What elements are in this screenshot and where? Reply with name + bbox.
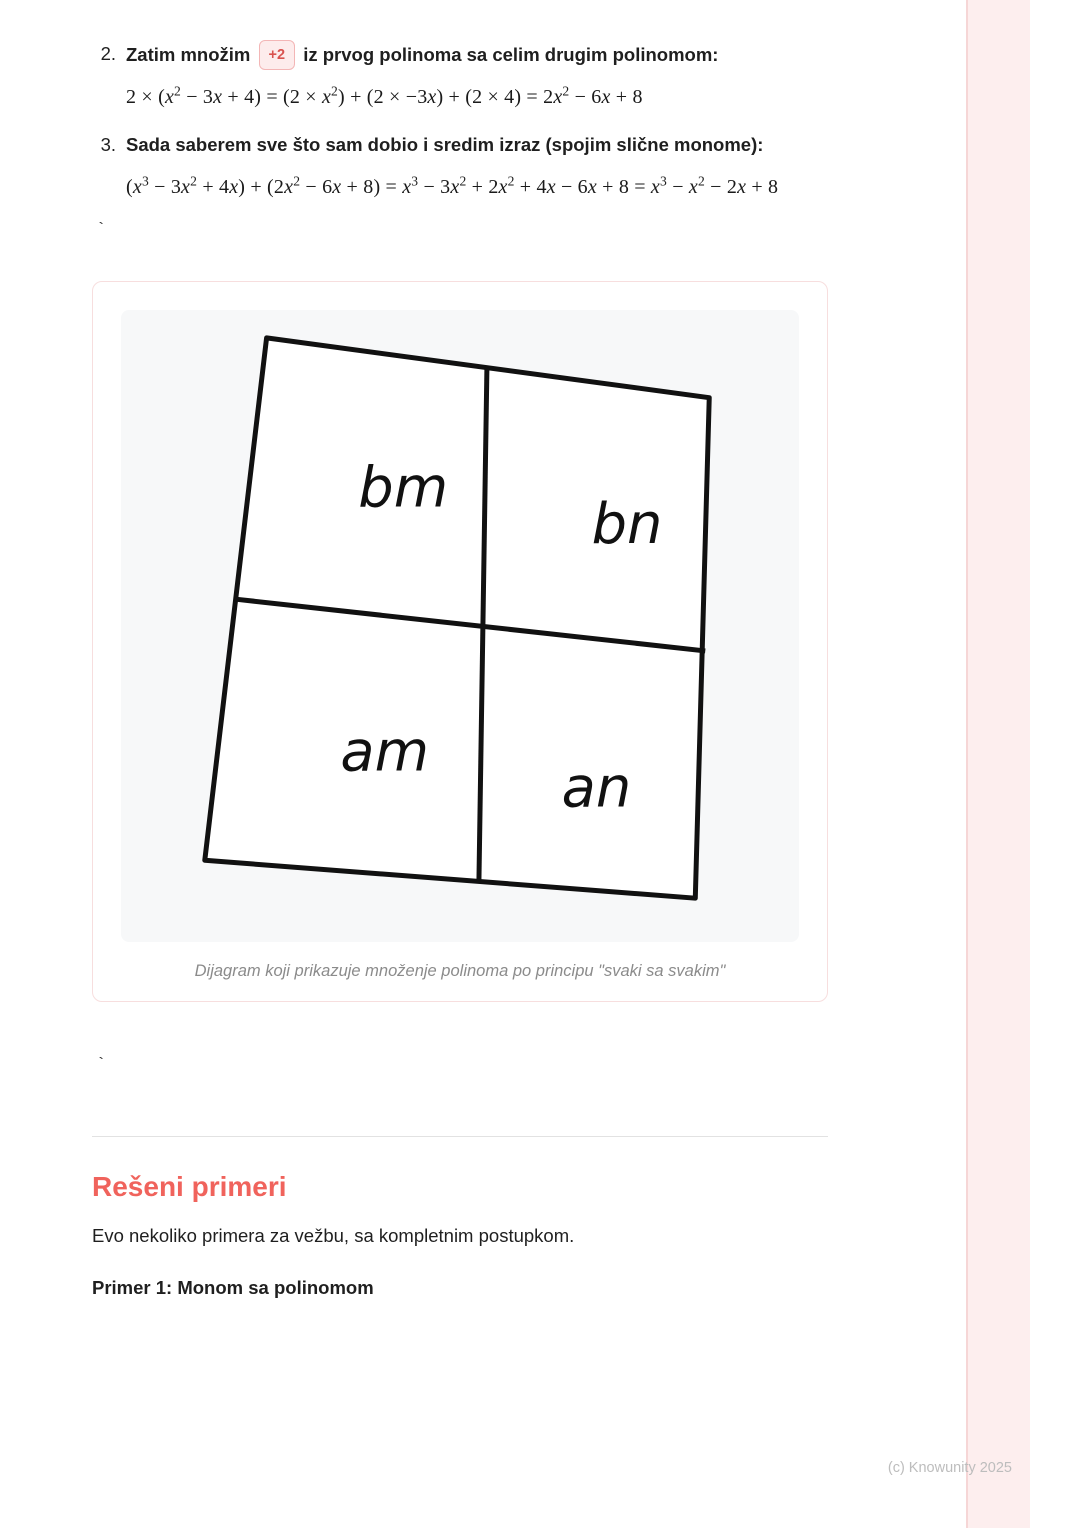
formula-step2: $2 \times (x^2 - 3x + 4) = (2 \times x^2) + (2 \times -3x) + (2 \times 4) = 2x^2 - 6x + 8$ [126, 83, 643, 109]
section-divider [92, 1136, 828, 1137]
status-badge: +2 [259, 40, 296, 70]
stray-backtick-bottom: ` [96, 1056, 107, 1076]
formula-step3: $(x^3 - 3x^2 + 4x) + (2x^2 - 6x + 8) = x^3 - 3x^2 + 2x^2 + 4x - 6x + 8 = x^3 - x^2 - 2x + 8$ [126, 173, 779, 199]
list-item-text [126, 40, 988, 70]
example-title: Primer 1: Monom sa polinomom [92, 1277, 374, 1299]
page-title: Rešeni primeri [92, 1171, 287, 1203]
section-paragraph: Evo nekoliko primera za vežbu, sa kompletnim postupkom. [92, 1225, 575, 1247]
list-item [92, 131, 988, 160]
step2-text-after: iz prvog polinoma sa celim drugim polinomom: [303, 44, 719, 65]
step2-text-before: Zatim množim [126, 44, 251, 65]
cell-label-bm: bm [358, 455, 449, 521]
cell-label-bn: bn [591, 492, 663, 558]
watermark: (c) Knowunity 2025 [887, 1460, 1012, 1476]
list-item [92, 40, 988, 70]
list-item-text: Sada saberem sve što sam dobio i sredim izraz (spojim slične monome): [126, 134, 764, 156]
figure-card [92, 281, 828, 1002]
figure-caption: Dijagram koji prikazuje množenje polinoma po principu "svaki sa svakim" [194, 962, 726, 981]
cell-label-an: an [561, 755, 632, 821]
polynomial-multiplication-diagram [131, 321, 789, 931]
list-item-number: 2. [100, 43, 116, 64]
figure-image-area [121, 310, 799, 942]
stray-backtick-top: ` [96, 221, 107, 241]
list-item-number: 3. [100, 134, 116, 156]
cell-label-am: am [340, 719, 429, 785]
